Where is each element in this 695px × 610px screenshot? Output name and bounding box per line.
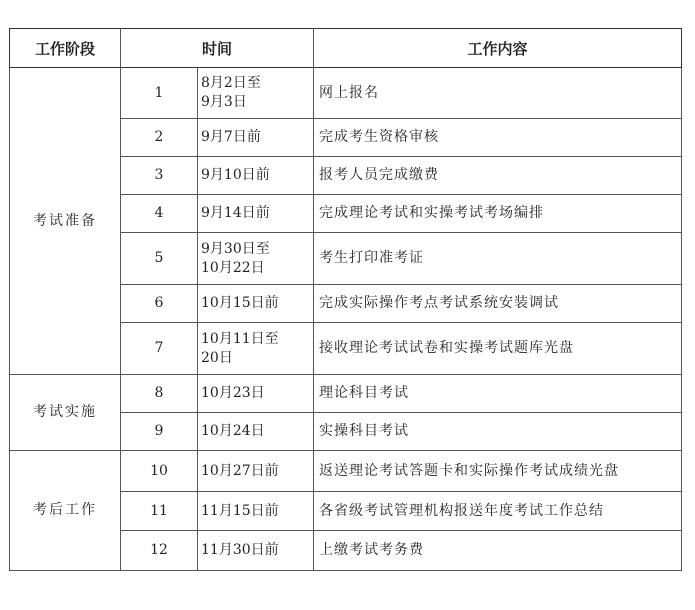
schedule-table [9, 28, 682, 571]
time-cell: 10月23日 [198, 375, 314, 413]
content-cell: 完成理论考试和实操考试考场编排 [314, 195, 682, 233]
time-cell: 10月24日 [198, 413, 314, 451]
stage-cell: 考试准备 [10, 68, 121, 375]
content-cell: 报考人员完成缴费 [314, 157, 682, 195]
content-cell: 完成考生资格审核 [314, 119, 682, 157]
num-cell: 1 [121, 68, 198, 119]
num-cell: 3 [121, 157, 198, 195]
time-line-2: 10月22日 [201, 259, 265, 276]
time-cell: 11月30日前 [198, 531, 314, 571]
header-row [10, 29, 682, 68]
content-cell: 上缴考试考务费 [314, 531, 682, 571]
header-time: 时间 [121, 29, 314, 68]
time-cell: 10月15日前 [198, 285, 314, 323]
num-cell: 8 [121, 375, 198, 413]
time-cell: 9月10日前 [198, 157, 314, 195]
num-cell: 2 [121, 119, 198, 157]
content-cell: 返送理论考试答题卡和实际操作考试成绩光盘 [314, 451, 682, 492]
num-cell: 11 [121, 492, 198, 531]
table-row [10, 375, 682, 413]
time-cell [198, 323, 314, 375]
num-cell: 5 [121, 233, 198, 285]
num-cell: 9 [121, 413, 198, 451]
content-cell: 理论科目考试 [314, 375, 682, 413]
num-cell: 12 [121, 531, 198, 571]
content-cell: 实操科目考试 [314, 413, 682, 451]
time-cell: 9月14日前 [198, 195, 314, 233]
content-cell: 考生打印准考证 [314, 233, 682, 285]
time-cell: 11月15日前 [198, 492, 314, 531]
header-content: 工作内容 [314, 29, 682, 68]
time-line-2: 9月3日 [201, 94, 247, 110]
stage-cell: 考后工作 [10, 451, 121, 571]
content-cell: 网上报名 [314, 68, 682, 119]
time-cell [198, 233, 314, 285]
table-row [10, 68, 682, 119]
time-cell: 10月27日前 [198, 451, 314, 492]
num-cell: 6 [121, 285, 198, 323]
num-cell: 10 [121, 451, 198, 492]
num-cell: 4 [121, 195, 198, 233]
content-cell: 完成实际操作考点考试系统安装调试 [314, 285, 682, 323]
table-row [10, 451, 682, 492]
time-cell [198, 68, 314, 119]
time-line-1: 9月30日至 [201, 240, 270, 257]
time-line-2: 20日 [201, 349, 233, 366]
content-cell: 各省级考试管理机构报送年度考试工作总结 [314, 492, 682, 531]
time-line-1: 10月11日至 [201, 330, 279, 347]
num-cell: 7 [121, 323, 198, 375]
time-cell: 9月7日前 [198, 119, 314, 157]
content-cell: 接收理论考试试卷和实操考试题库光盘 [314, 323, 682, 375]
header-stage: 工作阶段 [10, 29, 121, 68]
stage-cell: 考试实施 [10, 375, 121, 451]
time-line-1: 8月2日至 [201, 75, 261, 91]
